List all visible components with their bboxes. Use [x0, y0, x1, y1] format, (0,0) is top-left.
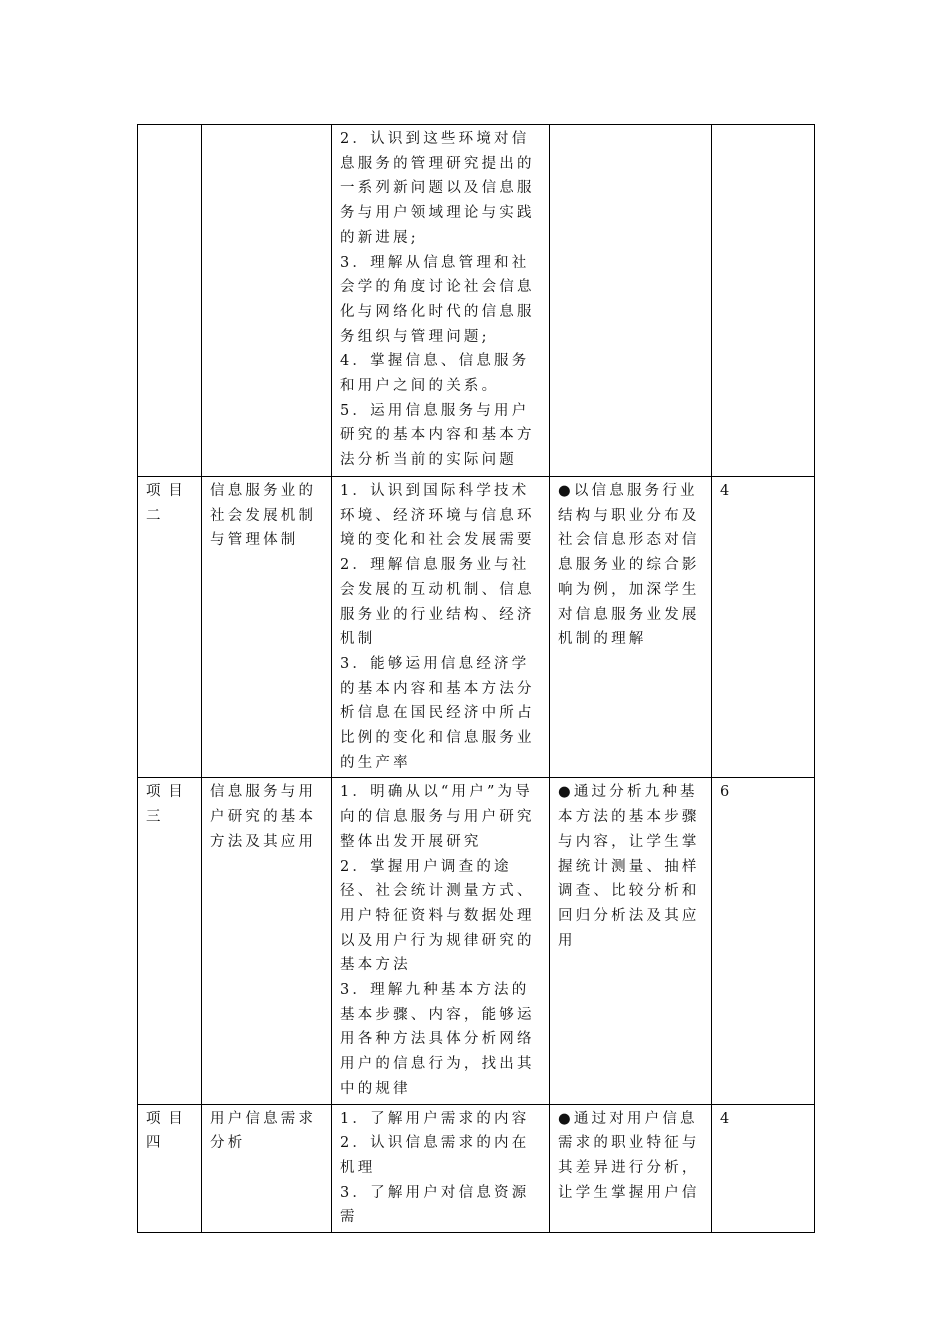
table-row	[138, 125, 815, 477]
objective-item: 2．认识信息需求的内在机理	[340, 1135, 530, 1176]
objective-item: 3．理解九种基本方法的基本步骤、内容，能够运用各种方法具体分析网络用户的信息行为，找出其中的规律	[340, 982, 535, 1097]
objective-item: 5．运用信息服务与用户研究的基本内容和基本方法分析当前的实际问题	[340, 402, 535, 469]
hours-cell: 6	[712, 778, 815, 1104]
ideological-text: ●通过分析九种基本方法的基本步骤与内容，让学生掌握统计测量、抽样调查、比较分析和回归分析法及其应用	[558, 784, 700, 949]
hours-cell: 4	[712, 477, 815, 778]
objective-item: 2．认识到这些环境对信息服务的管理研究提出的一系列新问题以及信息服务与用户领域理论与实践的新进展;	[340, 131, 535, 246]
objective-item: 1．认识到国际科学技术环境、经济环境与信息环境的变化和社会发展需要	[340, 483, 535, 549]
ideological-text: ●以信息服务行业结构与职业分布及社会信息形态对信息服务业的综合影响为例，加深学生对信息服务业发展机制的理解	[558, 483, 700, 648]
objectives-cell	[332, 1104, 550, 1233]
topic-text: 信息服务与用户研究的基本方法及其应用	[210, 784, 317, 850]
objectives-cell	[332, 125, 550, 477]
objectives-cell	[332, 778, 550, 1104]
ideological-text: ●通过对用户信息需求的职业特征与其差异进行分析，让学生掌握用户信	[558, 1110, 700, 1201]
project-cell	[138, 1104, 202, 1233]
objective-item: 3．能够运用信息经济学的基本内容和基本方法分析信息在国民经济中所占比例的变化和信息服务业的生产率	[340, 655, 535, 771]
hours-cell	[712, 125, 815, 477]
ideological-cell	[550, 125, 712, 477]
objective-item: 3．理解从信息管理和社会学的角度讨论社会信息化与网络化时代的信息服务组织与管理问题;	[340, 254, 535, 345]
objective-item: 2．理解信息服务业与社会发展的互动机制、信息服务业的行业结构、经济机制	[340, 557, 535, 648]
course-plan-table	[137, 124, 815, 1233]
topic-text: 信息服务业的社会发展机制与管理体制	[210, 483, 317, 549]
topic-cell	[202, 1104, 332, 1233]
project-number: 二	[146, 507, 164, 524]
objective-item: 2．掌握用户调查的途径、社会统计测量方式、用户特征资料与数据处理以及用户行为规律研究的基本方法	[340, 858, 535, 974]
project-cell	[138, 477, 202, 778]
topic-text: 用户信息需求分析	[210, 1110, 317, 1152]
table-row	[138, 778, 815, 1104]
hours-cell: 4	[712, 1104, 815, 1233]
project-label: 项 目	[146, 483, 186, 499]
objective-item: 1．明确从以“用户”为导向的信息服务与用户研究整体出发开展研究	[340, 784, 535, 850]
topic-cell	[202, 477, 332, 778]
project-number: 三	[146, 809, 164, 826]
project-label: 项 目	[146, 784, 186, 801]
table-row	[138, 477, 815, 778]
ideological-cell	[550, 1104, 712, 1233]
topic-cell	[202, 125, 332, 477]
table-row	[138, 1104, 815, 1233]
objective-item: 4．掌握信息、信息服务和用户之间的关系。	[340, 353, 530, 395]
topic-cell	[202, 778, 332, 1104]
ideological-cell	[550, 477, 712, 778]
project-number: 四	[146, 1135, 164, 1152]
objectives-cell	[332, 477, 550, 778]
project-label: 项 目	[146, 1110, 186, 1127]
ideological-cell	[550, 778, 712, 1104]
project-cell	[138, 778, 202, 1104]
project-cell	[138, 125, 202, 477]
objective-item: 3．了解用户对信息资源需	[340, 1184, 530, 1226]
objective-item: 1．了解用户需求的内容	[340, 1110, 530, 1127]
